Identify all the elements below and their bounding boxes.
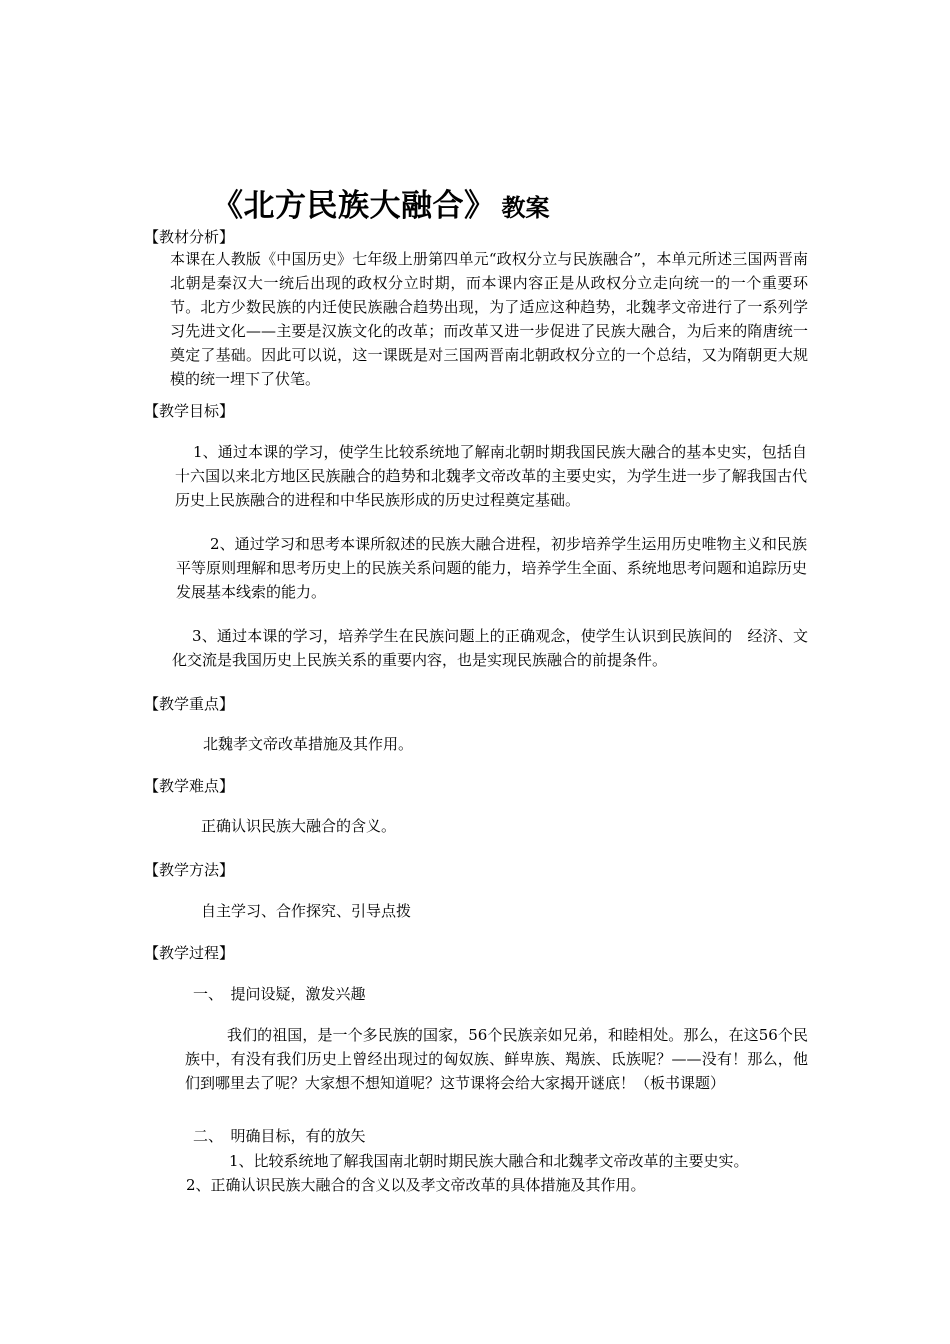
key-points-text: 北魏孝文帝改革措施及其作用。 [203,735,414,753]
title-main: 《北方民族大融合》 [212,188,496,224]
analysis-paragraph: 本课在人教版《中国历史》七年级上册第四单元“政权分立与民族融合”，本单元所述三国两晋南北朝是秦汉大一统后出现的政权分立时期，而本课内容正是从政权分立走向统一的一个重要环节。北方少数民族的内迁使民族融合趋势出现，为了适应这种趋势，北魏孝文帝进行了一系列学习先进文化——主要是汉族文化的改革；而改革又进一步促进了民族大融合，为后来的隋唐统一奠定了基础。因此可以说，这一课既是对三国两晋南北朝政权分立的一个总结，又为隋朝更大规模的统一埋下了伏笔。 [170,250,808,388]
heading-goals: 【教学目标】 [144,402,235,420]
process-step2-item-2: 2、正确认识民族大融合的含义以及孝文帝改革的具体措施及其作用。 [186,1176,646,1194]
difficulties-text: 正确认识民族大融合的含义。 [201,817,397,835]
document-title [212,180,550,225]
goal-item-1: 1、通过本课的学习，使学生比较系统地了解南北朝时期我国民族大融合的基本史实，包括自十六国以来北方地区民族融合的趋势和北魏孝文帝改革的主要史实，为学生进一步了解我国古代历史上民族融合的进程和中华民族形成的历史过程奠定基础。 [175,443,807,509]
process-step1-text: 我们的祖国，是一个多民族的国家，56个民族亲如兄弟，和睦相处。那么，在这56个民族中，有没有我们历史上曾经出现过的匈奴族、鲜卑族、羯族、氐族呢？——没有！那么，他们到哪里去了呢？大家想不想知道呢？这节课将会给大家揭开谜底！（板书课题） [185,1026,808,1092]
title-suffix: 教案 [501,194,550,222]
process-step2-item-1: 1、比较系统地了解我国南北朝时期民族大融合和北魏孝文帝改革的主要史实。 [229,1152,749,1170]
goal-item-3: 3、通过本课的学习，培养学生在民族问题上的正确观念，使学生认识到民族间的 经济、文化交流是我国历史上民族关系的重要内容，也是实现民族融合的前提条件。 [172,627,808,669]
heading-methods: 【教学方法】 [144,861,235,879]
methods-text: 自主学习、合作探究、引导点拨 [201,902,412,920]
heading-process: 【教学过程】 [144,944,235,962]
process-step2-title: 二、 明确目标，有的放矢 [193,1127,366,1145]
goal-item-2: 2、通过学习和思考本课所叙述的民族大融合进程，初步培养学生运用历史唯物主义和民族平等原则理解和思考历史上的民族关系问题的能力，培养学生全面、系统地思考问题和追踪历史发展基本线索的能力。 [176,535,807,601]
heading-key-points: 【教学重点】 [144,695,235,713]
heading-difficulties: 【教学难点】 [144,777,235,795]
process-step1-title: 一、 提问设疑，激发兴趣 [193,985,366,1003]
heading-analysis: 【教材分析】 [144,228,235,246]
